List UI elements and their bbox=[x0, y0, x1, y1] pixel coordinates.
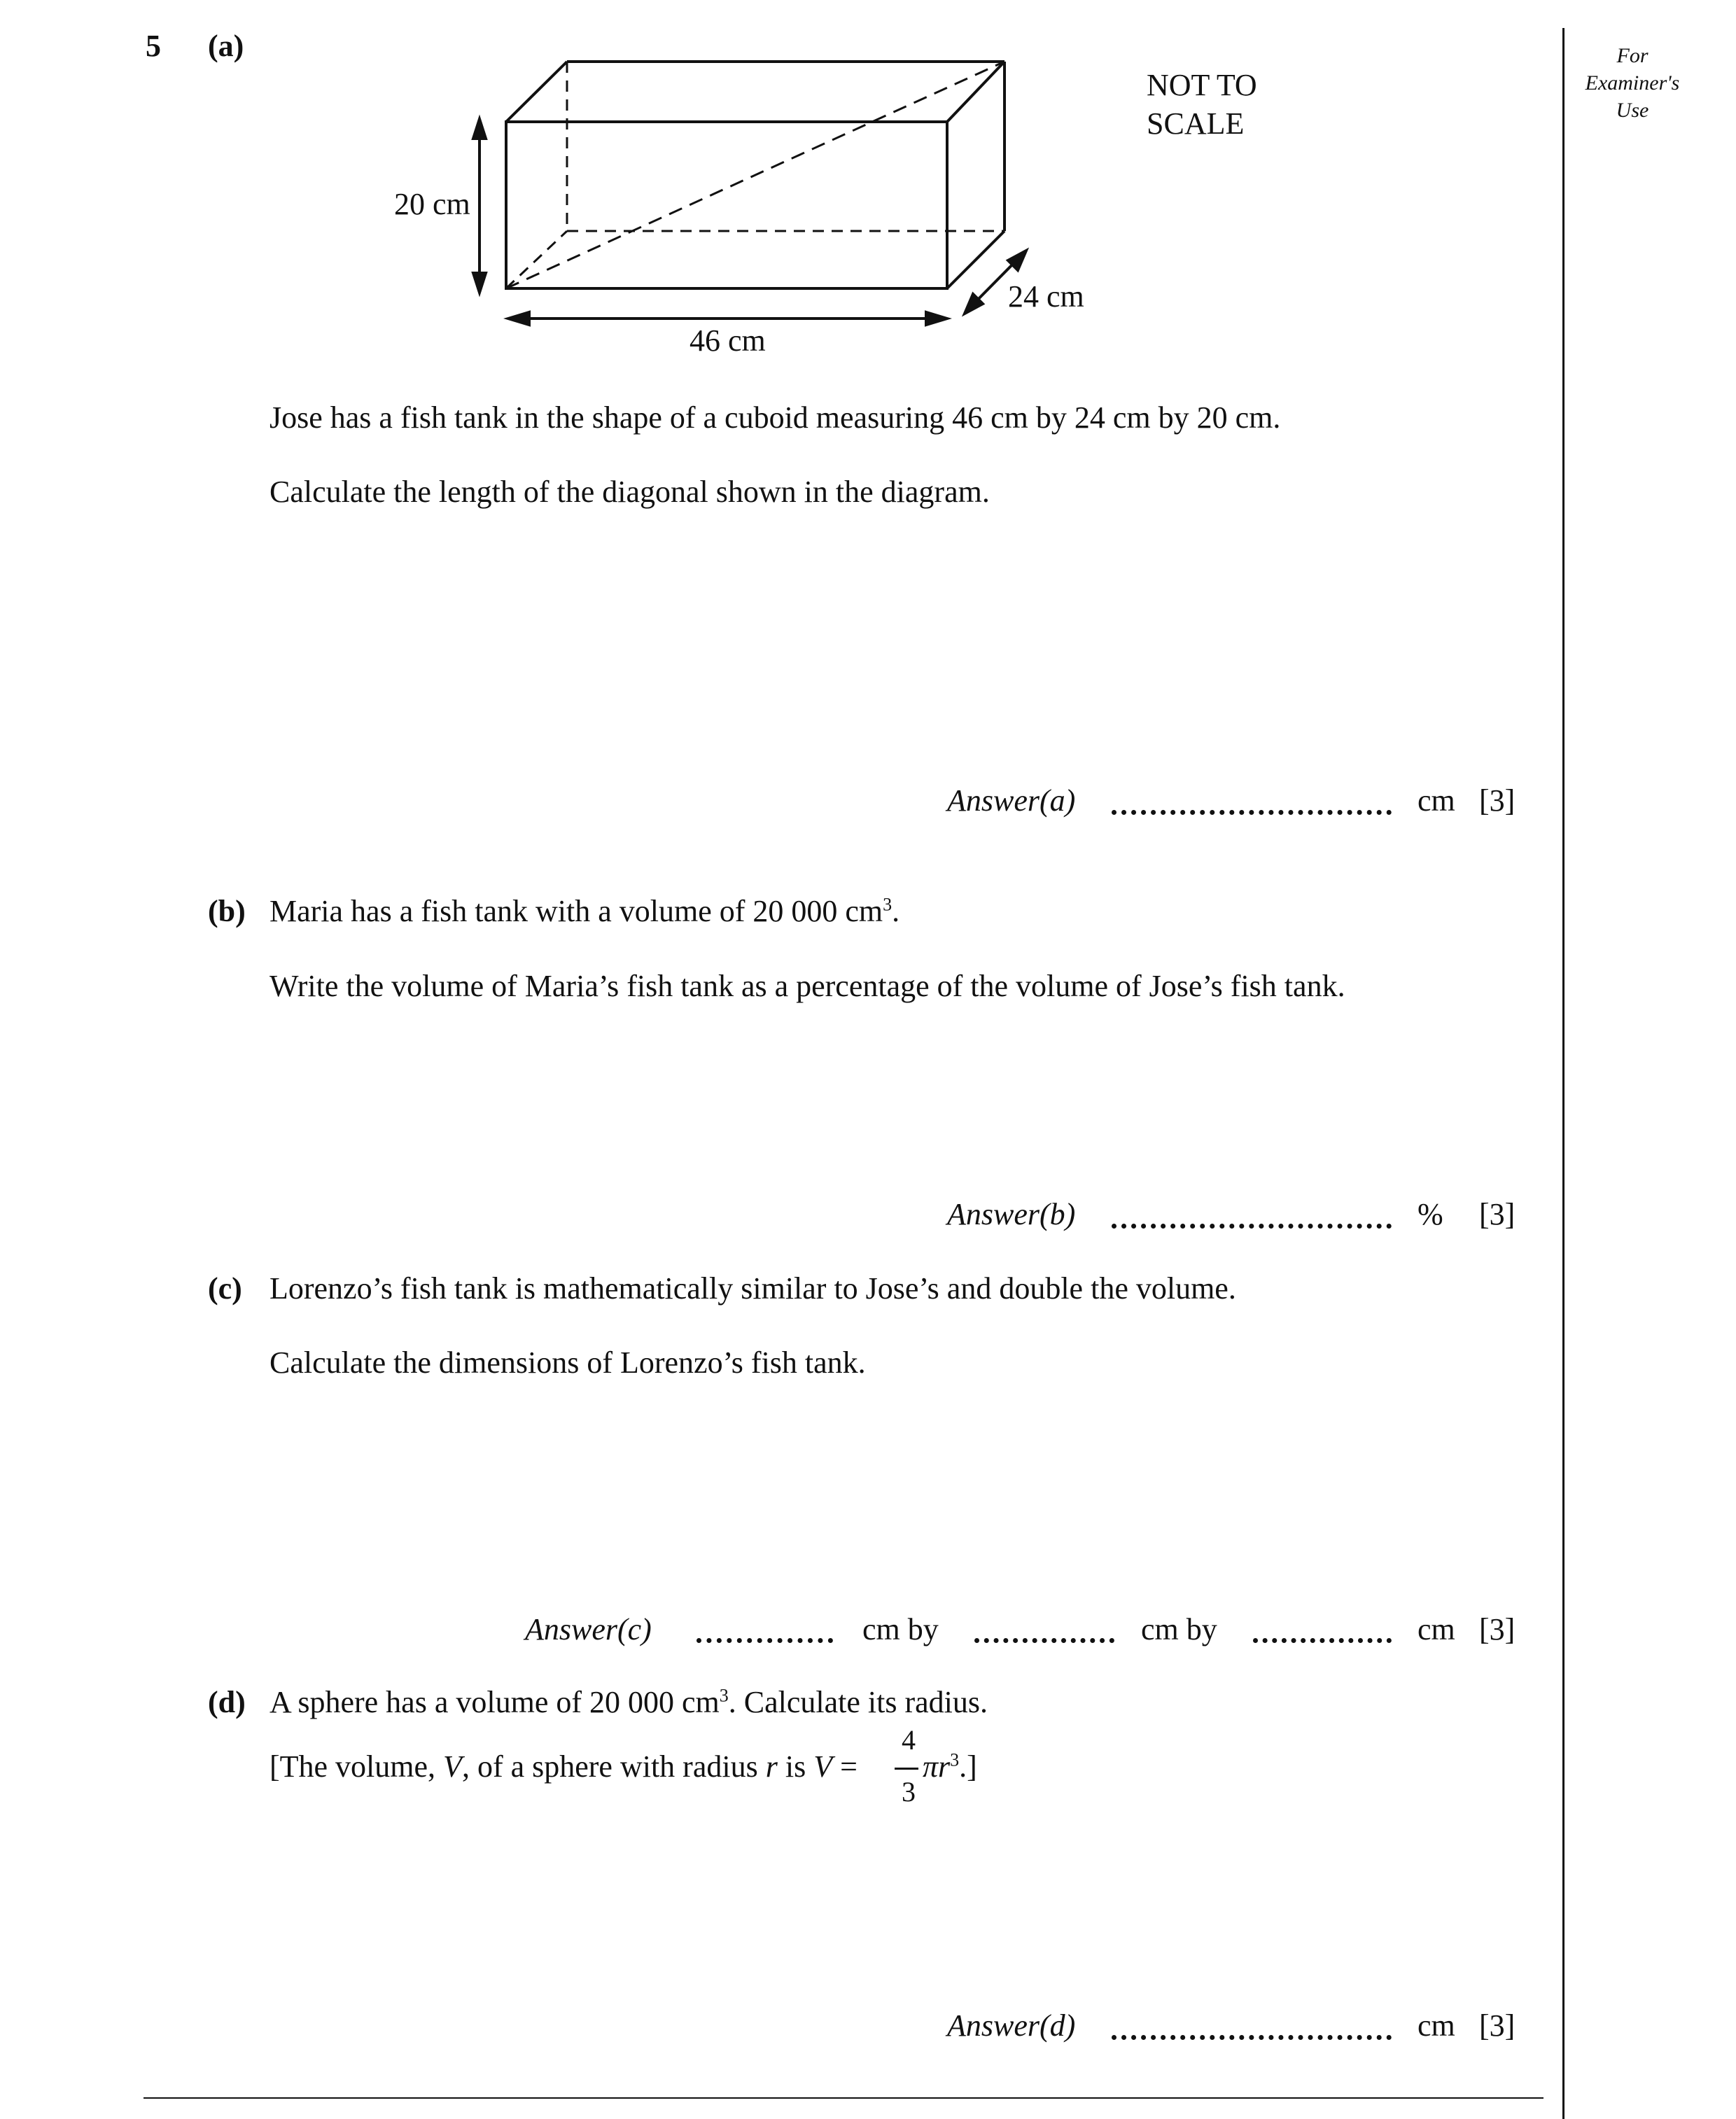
height-arrowhead-bottom bbox=[473, 273, 486, 293]
part-c-text1: Lorenzo’s fish tank is mathematically similar to Jose’s and double the volume. bbox=[270, 1271, 1236, 1306]
answer-b-marks: [3] bbox=[1479, 1197, 1516, 1231]
formula-fraction-bar bbox=[895, 1768, 918, 1770]
answer-c-field-1[interactable] bbox=[696, 1638, 833, 1643]
hidden-bottom-left-edge bbox=[506, 231, 567, 288]
answer-a-field[interactable] bbox=[1112, 810, 1392, 815]
not-to-scale-line2: SCALE bbox=[1147, 106, 1245, 141]
formula-numerator: 4 bbox=[902, 1724, 916, 1756]
answer-d-unit: cm bbox=[1418, 2008, 1455, 2043]
answer-c-marks: [3] bbox=[1479, 1612, 1516, 1646]
length-label: 46 cm bbox=[690, 323, 766, 358]
part-d-label: (d) bbox=[208, 1685, 246, 1719]
answer-b-field[interactable] bbox=[1112, 1224, 1392, 1229]
answer-c-sep1: cm by bbox=[862, 1612, 939, 1646]
formula-denominator: 3 bbox=[902, 1776, 916, 1807]
top-right-edge bbox=[947, 62, 1004, 122]
part-a-text1: Jose has a fish tank in the shape of a cuboid measuring 46 cm by 24 cm by 20 cm. bbox=[270, 400, 1281, 435]
formula-pi-r-cubed: $\pi r^3$.] bbox=[923, 1749, 977, 1784]
examiner-label-line2: Examiner's bbox=[1585, 71, 1680, 95]
examiner-label-line1: For bbox=[1616, 44, 1648, 67]
top-left-edge bbox=[506, 62, 567, 122]
part-b-label: (b) bbox=[208, 894, 246, 928]
answer-a-marks: [3] bbox=[1479, 783, 1516, 818]
length-arrowhead-left bbox=[508, 312, 529, 325]
answer-c-label: Answer(c) bbox=[525, 1612, 652, 1646]
answer-b-label: Answer(b) bbox=[947, 1197, 1076, 1231]
front-face bbox=[506, 122, 947, 288]
part-a-text2: Calculate the length of the diagonal shown in the diagram. bbox=[270, 475, 990, 509]
bottom-rule bbox=[144, 2097, 1544, 2099]
height-label: 20 cm bbox=[394, 187, 470, 221]
length-arrowhead-right bbox=[926, 312, 947, 325]
part-d-formula: [The volume, V, of a sphere with radius r is V = bbox=[270, 1749, 858, 1784]
not-to-scale-line1: NOT TO bbox=[1147, 68, 1257, 102]
space-diagonal bbox=[506, 62, 1004, 288]
height-arrowhead-top bbox=[473, 119, 486, 139]
answer-d-marks: [3] bbox=[1479, 2008, 1516, 2043]
depth-label: 24 cm bbox=[1008, 279, 1084, 314]
answer-c-field-3[interactable] bbox=[1253, 1638, 1392, 1643]
part-d-text1: A sphere has a volume of 20 000 $cm^3$. Calculate its radius. bbox=[270, 1685, 988, 1719]
answer-a-label: Answer(a) bbox=[947, 783, 1076, 818]
part-b-text2: Write the volume of Maria’s fish tank as a percentage of the volume of Jose’s fish tank. bbox=[270, 969, 1345, 1003]
answer-d-label: Answer(d) bbox=[947, 2008, 1076, 2043]
part-a-label: (a) bbox=[208, 29, 244, 63]
answer-d-field[interactable] bbox=[1112, 2035, 1392, 2040]
part-c-text2: Calculate the dimensions of Lorenzo’s fish tank. bbox=[270, 1345, 866, 1380]
answer-a-unit: cm bbox=[1418, 783, 1455, 818]
answer-c-sep2: cm by bbox=[1141, 1612, 1217, 1646]
question-number: 5 bbox=[146, 29, 161, 63]
examiner-label-line3: Use bbox=[1616, 99, 1649, 122]
answer-c-unit: cm bbox=[1418, 1612, 1455, 1646]
cuboid-diagram bbox=[0, 0, 1736, 392]
part-b-text1: Maria has a fish tank with a volume of 20 000 $cm^3$. bbox=[270, 894, 900, 928]
part-c-label: (c) bbox=[208, 1271, 242, 1306]
answer-c-field-2[interactable] bbox=[974, 1638, 1114, 1643]
answer-b-unit: % bbox=[1418, 1197, 1443, 1231]
